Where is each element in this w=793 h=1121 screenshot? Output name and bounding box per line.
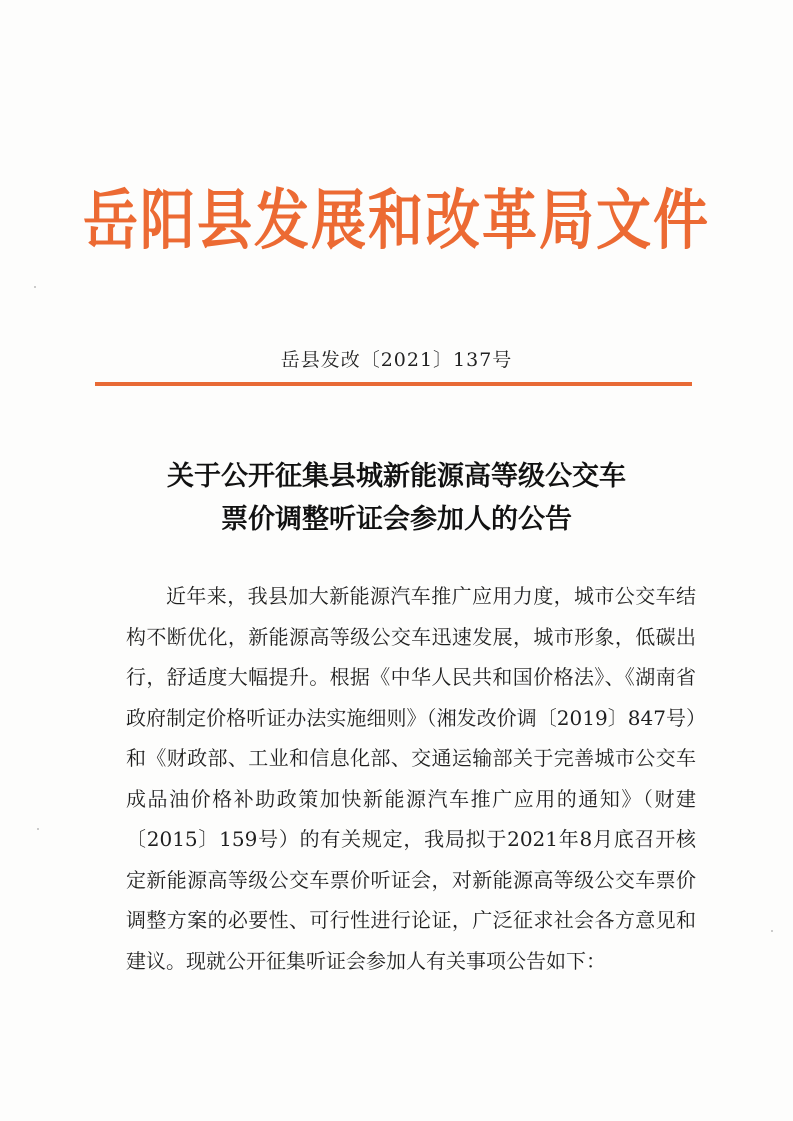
scan-speck <box>37 828 39 830</box>
notice-body-paragraph: 近年来，我县加大新能源汽车推广应用力度，城市公交车结构不断优化，新能源高等级公交车迅速发展，城市形象，低碳出行，舒适度大幅提升。根据《中华人民共和国价格法》、《湖南省政府制定价格听证办法实施细则》（湘发改价调〔2019〕847号）和《财政部、工业和信息化部、交通运输部关于完善城市公交车成品油价格补助政策加快新能源汽车推广应用的通知》（财建〔2015〕159号）的有关规定，我局拟于2021年8月底召开核定新能源高等级公交车票价听证会，对新能源高等级公交车票价调整方案的必要性、可行性进行论证，广泛征求社会各方意见和建议。现就公开征集听证会参加人有关事项公告如下： <box>126 584 696 973</box>
agency-masthead-title: 岳阳县发展和改革局文件 <box>82 182 710 258</box>
notice-title-line-1: 关于公开征集县城新能源高等级公交车 <box>167 461 626 492</box>
scan-speck <box>34 286 36 288</box>
notice-title-line-2: 票价调整听证会参加人的公告 <box>221 504 572 535</box>
red-divider-line <box>95 382 692 386</box>
document-number: 岳县发改〔2021〕137号 <box>280 349 513 371</box>
notice-title <box>0 455 793 541</box>
scan-speck <box>771 930 773 932</box>
